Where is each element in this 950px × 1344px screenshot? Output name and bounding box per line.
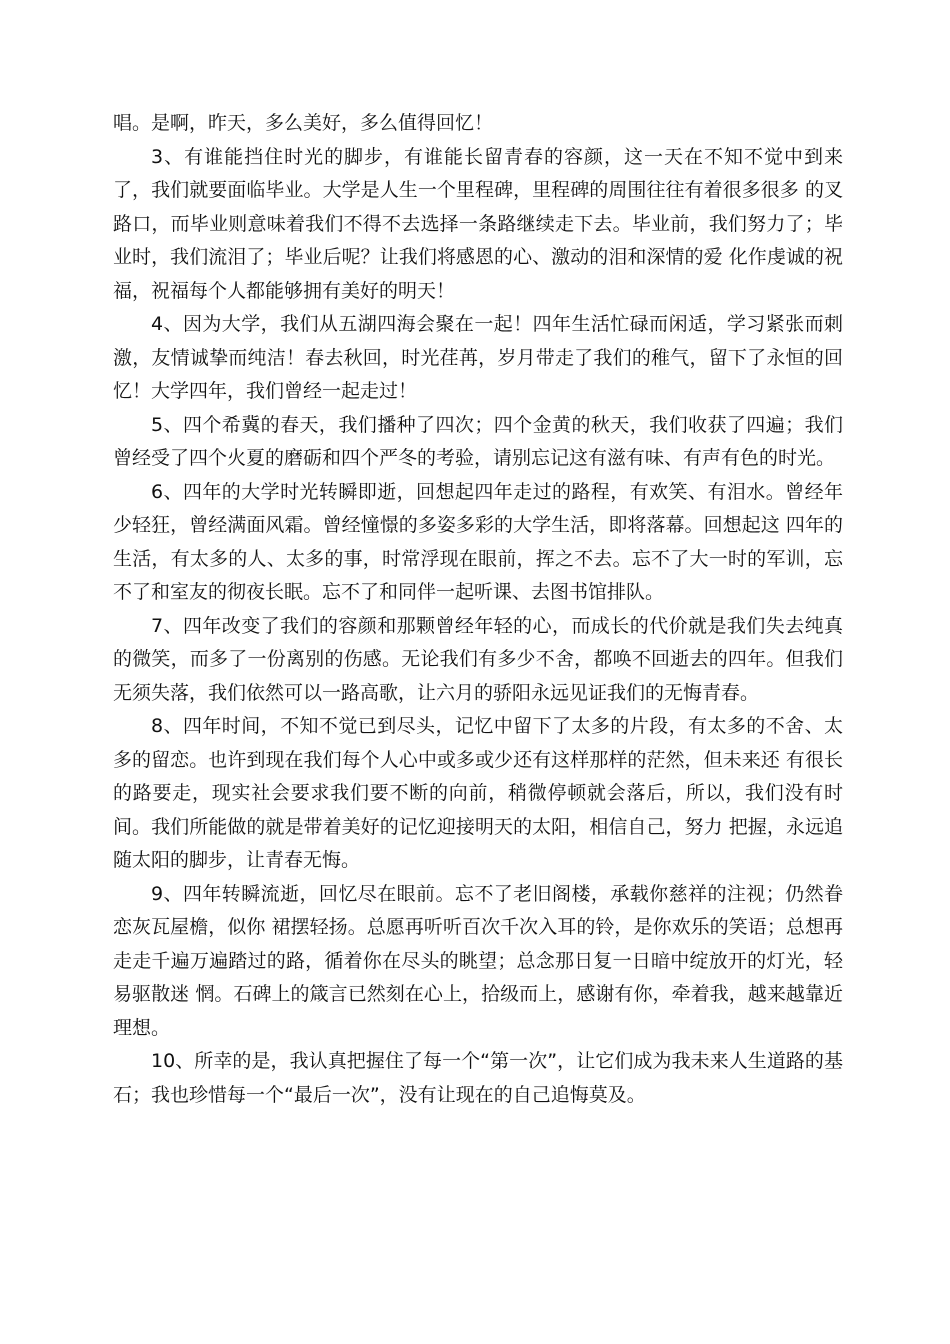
paragraph-7: 7、四年改变了我们的容颜和那颗曾经年轻的心，而成长的代价就是我们失去纯真的微笑，而多了一份离别的伤感。无论我们有多少不舍，都唤不回逝去的四年。但我们无须失落，我们依然可以一路高歌，让六月的骄阳永远见证我们的无悔青春。 <box>113 614 843 704</box>
document-body <box>113 107 843 1112</box>
paragraph-4: 4、因为大学，我们从五湖四海会聚在一起！四年生活忙碌而闲适，学习紧张而刺激，友情诚挚而纯洁！春去秋回，时光荏苒，岁月带走了我们的稚气，留下了永恒的回忆！大学四年，我们曾经一起走过！ <box>113 313 843 402</box>
paragraph-3: 3、有谁能挡住时光的脚步，有谁能长留青春的容颜，这一天在不知不觉中到来了，我们就要面临毕业。大学是人生一个里程碑，里程碑的周围往往有着很多很多 的叉路口，而毕业则意味着我们不得不去选择一条路继续走下去。毕业前，我们努力了；毕业时，我们流泪了；毕业后呢？让我们将感恩的心、激动的泪和深情的爱 化作虔诚的祝福，祝福每个人都能够拥有美好的明天！ <box>113 145 843 302</box>
paragraph-8: 8、四年时间，不知不觉已到尽头，记忆中留下了太多的片段，有太多的不舍、太多的留恋。也许到现在我们每个人心中或多或少还有这样那样的茫然，但未来还 有很长的路要走，现实社会要求我们要不断的向前，稍微停顿就会落后，所以，我们没有时间。我们所能做的就是带着美好的记忆迎接明天的太阳，相信自己，努力 把握，永远追随太阳的脚步，让青春无悔。 <box>113 715 843 871</box>
paragraph-5: 5、四个希冀的春天，我们播种了四次；四个金黄的秋天，我们收获了四遍；我们曾经受了四个火夏的磨砺和四个严冬的考验，请别忘记这有滋有味、有声有色的时光。 <box>113 413 843 469</box>
paragraph-9: 9、四年转瞬流逝，回忆尽在眼前。忘不了老旧阁楼，承载你慈祥的注视；仍然眷恋灰瓦屋檐，似你 裙摆轻扬。总愿再听听百次千次入耳的铃，是你欢乐的笑语；总想再走走千遍万遍踏过的路，循着你在尽头的眺望；总念那日复一日暗中绽放开的灯光，轻易驱散迷 惘。石碑上的箴言已然刻在心上，拾级而上，感谢有你，牵着我，越来越靠近理想。 <box>113 882 843 1039</box>
paragraph-10: 10、所幸的是，我认真把握住了每一个“第一次”，让它们成为我未来人生道路的基石；我也珍惜每一个“最后一次”，没有让现在的自己追悔莫及。 <box>113 1050 843 1106</box>
paragraph-6: 6、四年的大学时光转瞬即逝，回想起四年走过的路程，有欢笑、有泪水。曾经年少轻狂，曾经满面风霜。曾经憧憬的多姿多彩的大学生活，即将落幕。回想起这 四年的生活，有太多的人、太多的事，时常浮现在眼前，挥之不去。忘不了大一时的军训，忘不了和室友的彻夜长眠。忘不了和同伴一起听课、去图书馆排队。 <box>113 480 843 603</box>
paragraph-continuation: 唱。是啊，昨天，多么美好，多么值得回忆！ <box>113 112 494 134</box>
